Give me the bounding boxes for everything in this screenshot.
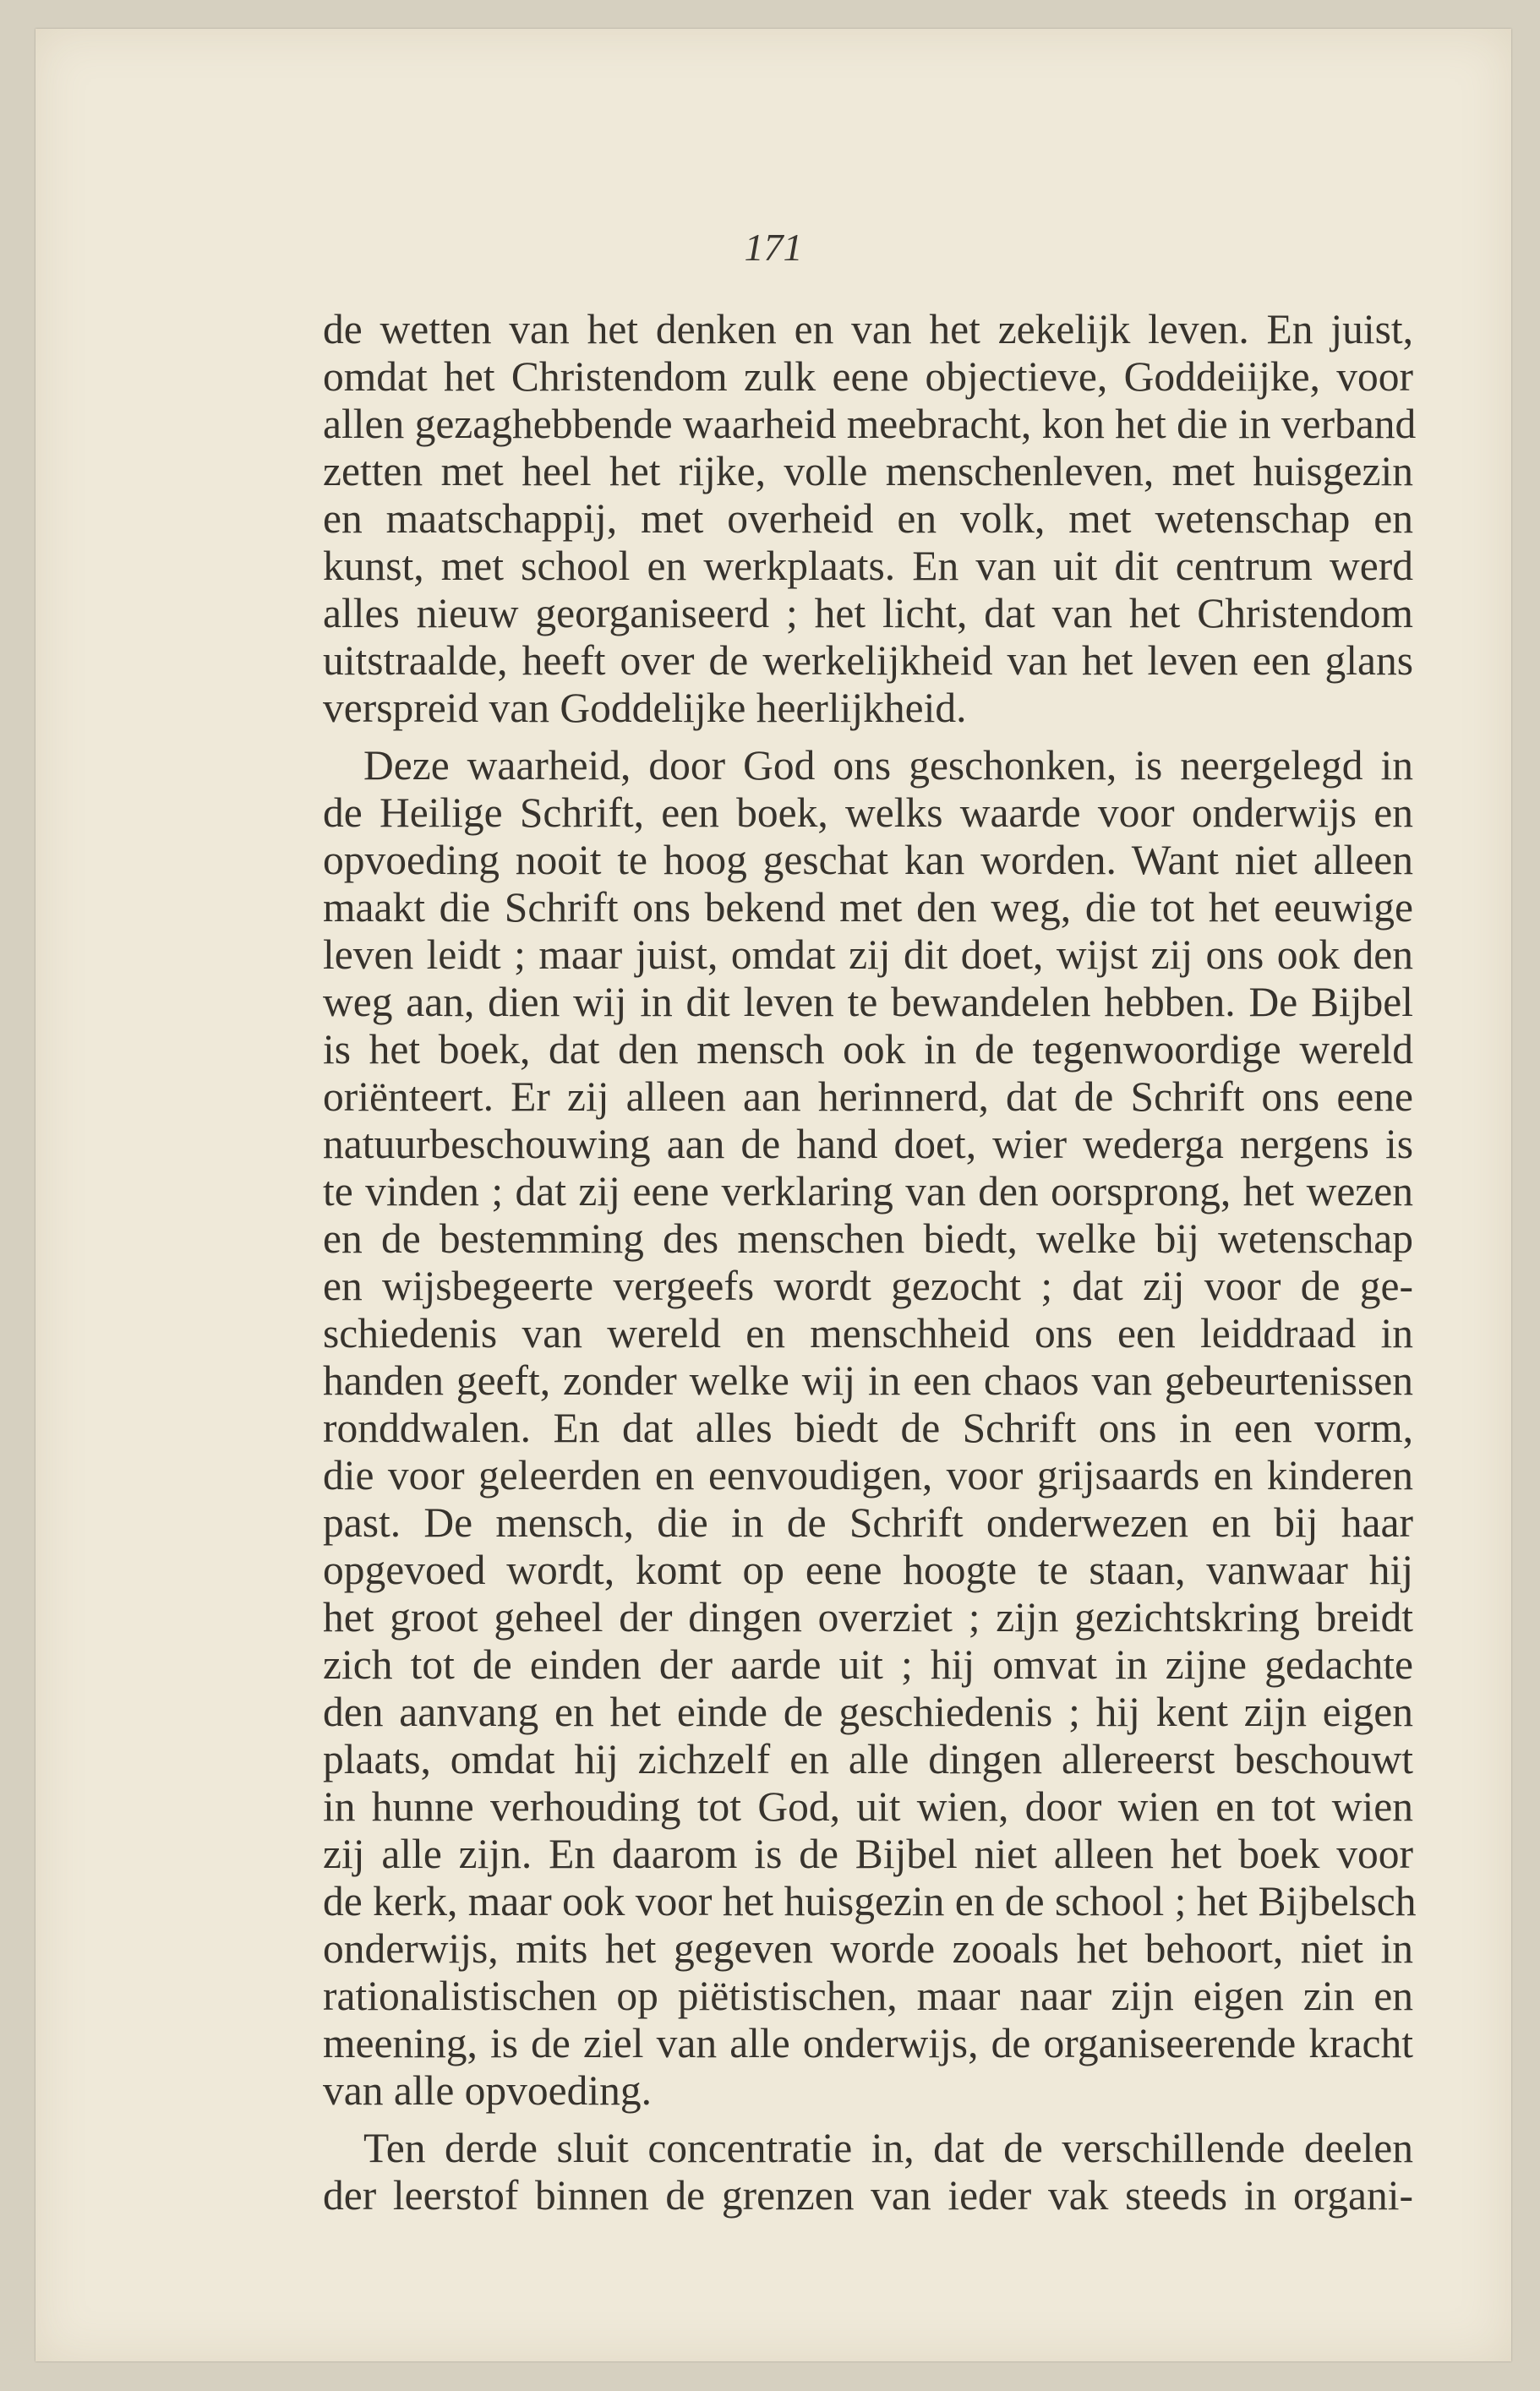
paragraph (323, 742, 1417, 2115)
text-line: der leerstof binnen de grenzen van ieder vak steeds in organi- (323, 2172, 1413, 2219)
text-line: zetten met heel het rijke, volle menschenleven, met huisgezin (323, 448, 1413, 494)
text-line: die voor geleerden en eenvoudigen, voor grijsaards en kinderen (323, 1452, 1413, 1498)
text-line: te vinden ; dat zij eene verklaring van den oorsprong, het wezen (323, 1168, 1413, 1215)
text-line: allen gezaghebbende waarheid meebracht, kon het die in verband (323, 401, 1417, 447)
text-line: den aanvang en het einde de geschiedenis ; hij kent zijn eigen (323, 1689, 1413, 1735)
text-line: past. De mensch, die in de Schrift onderwezen en bij haar (323, 1499, 1413, 1546)
text-line: zij alle zijn. En daarom is de Bijbel niet alleen het boek voor (323, 1831, 1413, 1877)
body-text (323, 306, 1417, 2230)
text-line: Deze waarheid, door God ons geschonken, is neergelegd in (363, 742, 1413, 789)
text-line: leven leidt ; maar juist, omdat zij dit doet, wijst zij ons ook den (323, 931, 1413, 978)
text-line: weg aan, dien wij in dit leven te bewandelen hebben. De Bijbel (323, 979, 1413, 1025)
paragraph (323, 2125, 1413, 2219)
book-page (35, 29, 1511, 2361)
text-line: de wetten van het denken en van het zekelijk leven. En juist, (323, 306, 1413, 352)
text-line: onderwijs, mits het gegeven worde zooals het behoort, niet in (323, 1925, 1413, 1972)
text-line: en maatschappij, met overheid en volk, met wetenschap en (323, 495, 1413, 542)
text-line: opvoeding nooit te hoog geschat kan worden. Want niet alleen (323, 837, 1413, 883)
text-line: handen geeft, zonder welke wij in een chaos van gebeurtenissen (323, 1357, 1413, 1404)
text-line: opgevoed wordt, komt op eene hoogte te staan, vanwaar hij (323, 1547, 1413, 1593)
text-line: natuurbeschouwing aan de hand doet, wier wederga nergens is (323, 1121, 1413, 1167)
text-line: de kerk, maar ook voor het huisgezin en de school ; het Bijbelsch (323, 1878, 1417, 1924)
text-line: zich tot de einden der aarde uit ; hij omvat in zijne gedachte (323, 1641, 1413, 1688)
text-line: van alle opvoeding. (323, 2067, 653, 2114)
text-line: rationalistischen op piëtistischen, maar naar zijn eigen zin en (323, 1973, 1413, 2019)
text-line: is het boek, dat den mensch ook in de tegenwoordige wereld (323, 1026, 1413, 1073)
text-line: ronddwalen. En dat alles biedt de Schrift ons in een vorm, (323, 1405, 1413, 1451)
text-line: en de bestemming des menschen biedt, welke bij wetenschap (323, 1215, 1413, 1262)
text-line: kunst, met school en werkplaats. En van uit dit centrum werd (323, 543, 1413, 589)
text-line: schiedenis van wereld en menschheid ons een leiddraad in (323, 1310, 1413, 1357)
text-line: en wijsbegeerte vergeefs wordt gezocht ; dat zij voor de ge- (323, 1263, 1413, 1309)
text-line: het groot geheel der dingen overziet ; zijn gezichtskring breidt (323, 1594, 1413, 1640)
text-line: de Heilige Schrift, een boek, welks waarde voor onderwijs en (323, 789, 1413, 836)
text-line: omdat het Christendom zulk eene objectieve, Goddeiijke, voor (323, 353, 1413, 400)
text-line: plaats, omdat hij zichzelf en alle dingen allereerst beschouwt (323, 1736, 1413, 1782)
text-line: meening, is de ziel van alle onderwijs, de organiseerende kracht (323, 2020, 1413, 2066)
text-line: verspreid van Goddelijke heerlijkheid. (323, 685, 967, 731)
text-line: Ten derde sluit concentratie in, dat de verschillende deelen (363, 2125, 1413, 2171)
text-line: alles nieuw georganiseerd ; het licht, dat van het Christendom (323, 590, 1413, 636)
text-line: oriënteert. Er zij alleen aan herinnerd, dat de Schrift ons eene (323, 1073, 1413, 1120)
page-number: 171 (744, 226, 803, 269)
text-line: in hunne verhouding tot God, uit wien, door wien en tot wien (323, 1783, 1413, 1830)
paragraph (323, 306, 1417, 732)
text-line: maakt die Schrift ons bekend met den weg, die tot het eeuwige (323, 884, 1413, 931)
text-line: uitstraalde, heeft over de werkelijkheid van het leven een glans (323, 637, 1413, 684)
